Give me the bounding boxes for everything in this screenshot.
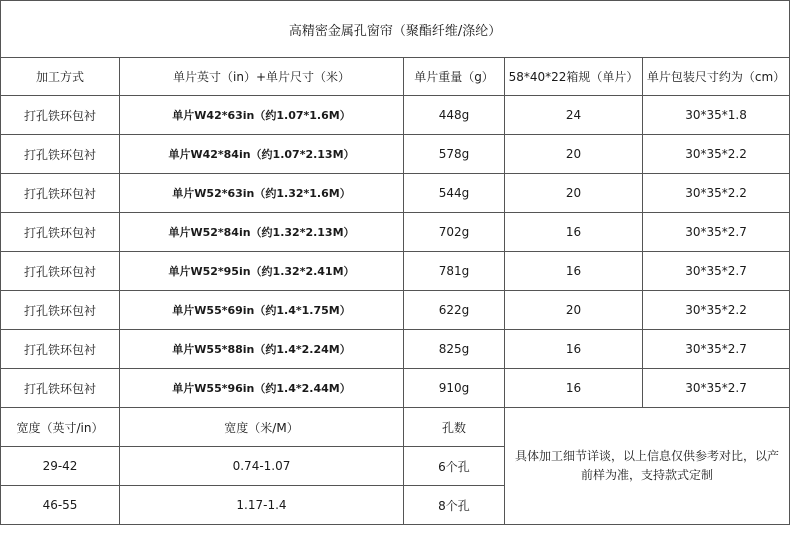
ring-holes-cell: 8个孔 [404, 486, 505, 525]
size-cell: 单片W52*95in（约1.32*2.41M） [120, 252, 404, 291]
header-size: 单片英寸（in）+单片尺寸（米） [120, 58, 404, 96]
pack-cell: 30*35*2.7 [643, 252, 790, 291]
box-cell: 16 [505, 252, 643, 291]
table-row [1, 96, 790, 135]
table-row [1, 174, 790, 213]
weight-cell: 578g [404, 135, 505, 174]
weight-cell: 910g [404, 369, 505, 408]
ring-width-in-cell: 46-55 [1, 486, 120, 525]
pack-cell: 30*35*2.2 [643, 135, 790, 174]
weight-cell: 544g [404, 174, 505, 213]
size-cell: 单片W55*96in（约1.4*2.44M） [120, 369, 404, 408]
size-cell: 单片W42*84in（约1.07*2.13M） [120, 135, 404, 174]
box-cell: 20 [505, 174, 643, 213]
method-cell: 打孔铁环包衬 [1, 330, 120, 369]
custom-note: 具体加工细节详谈，以上信息仅供参考对比，以产前样为准，支持款式定制 [505, 408, 790, 525]
ring-header-row [1, 408, 790, 447]
table-row [1, 213, 790, 252]
weight-cell: 448g [404, 96, 505, 135]
pack-cell: 30*35*2.7 [643, 213, 790, 252]
pack-cell: 30*35*2.7 [643, 330, 790, 369]
header-weight: 单片重量（g） [404, 58, 505, 96]
table-row [1, 330, 790, 369]
pack-cell: 30*35*1.8 [643, 96, 790, 135]
box-cell: 16 [505, 330, 643, 369]
weight-cell: 781g [404, 252, 505, 291]
ring-holes-cell: 6个孔 [404, 447, 505, 486]
method-cell: 打孔铁环包衬 [1, 252, 120, 291]
size-cell: 单片W55*88in（约1.4*2.24M） [120, 330, 404, 369]
method-cell: 打孔铁环包衬 [1, 135, 120, 174]
method-cell: 打孔铁环包衬 [1, 213, 120, 252]
method-cell: 打孔铁环包衬 [1, 369, 120, 408]
method-cell: 打孔铁环包衬 [1, 174, 120, 213]
method-cell: 打孔铁环包衬 [1, 96, 120, 135]
method-cell: 打孔铁环包衬 [1, 291, 120, 330]
size-cell: 单片W42*63in（约1.07*1.6M） [120, 96, 404, 135]
box-cell: 20 [505, 291, 643, 330]
weight-cell: 702g [404, 213, 505, 252]
ring-width-in-cell: 29-42 [1, 447, 120, 486]
ring-width-m-cell: 1.17-1.4 [120, 486, 404, 525]
size-cell: 单片W55*69in（约1.4*1.75M） [120, 291, 404, 330]
ring-header-width-in: 宽度（英寸/in） [1, 408, 120, 447]
header-pack: 单片包装尺寸约为（cm） [643, 58, 790, 96]
ring-width-m-cell: 0.74-1.07 [120, 447, 404, 486]
table-row [1, 135, 790, 174]
ring-header-holes: 孔数 [404, 408, 505, 447]
weight-cell: 622g [404, 291, 505, 330]
box-cell: 20 [505, 135, 643, 174]
table-row [1, 291, 790, 330]
pack-cell: 30*35*2.2 [643, 174, 790, 213]
table-row [1, 252, 790, 291]
header-box: 58*40*22箱规（单片） [505, 58, 643, 96]
pack-cell: 30*35*2.7 [643, 369, 790, 408]
box-cell: 16 [505, 213, 643, 252]
size-cell: 单片W52*84in（约1.32*2.13M） [120, 213, 404, 252]
weight-cell: 825g [404, 330, 505, 369]
box-cell: 16 [505, 369, 643, 408]
header-row [1, 58, 790, 96]
pack-cell: 30*35*2.2 [643, 291, 790, 330]
table-row [1, 369, 790, 408]
ring-header-width-m: 宽度（米/M） [120, 408, 404, 447]
size-cell: 单片W52*63in（约1.32*1.6M） [120, 174, 404, 213]
header-method: 加工方式 [1, 58, 120, 96]
box-cell: 24 [505, 96, 643, 135]
table-title: 高精密金属孔窗帘（聚酯纤维/涤纶） [1, 1, 790, 58]
